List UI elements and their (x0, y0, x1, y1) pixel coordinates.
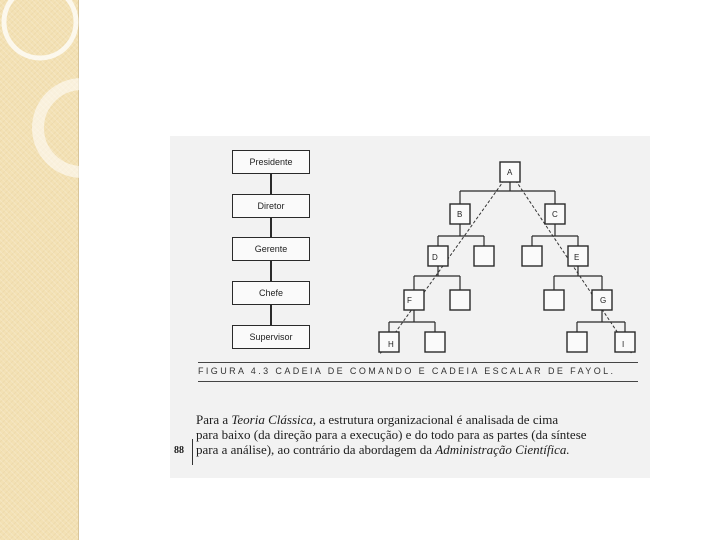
paragraph-line-3: para a análise), ao contrário da abordagem da Administração Científica. (196, 442, 570, 457)
paragraph-line-1: Para a Teoria Clássica, a estrutura organizacional é analisada de cima (196, 412, 559, 427)
tree-connector (414, 266, 460, 290)
tree-label-c: C (552, 210, 558, 219)
tree-node-blank (544, 290, 564, 310)
caption-rule-top (198, 362, 638, 363)
tree-node-blank (522, 246, 542, 266)
tree-node-d (428, 246, 448, 266)
page-number: 88 (174, 445, 184, 456)
scanned-page (170, 136, 650, 478)
figure-caption: FIGURA 4.3 CADEIA DE COMANDO E CADEIA ESCALAR DE FAYOL. (198, 366, 616, 376)
caption-rule-bottom (198, 381, 638, 382)
tree-connector (460, 182, 555, 204)
tree-label-a: A (507, 168, 513, 177)
body-paragraph (196, 412, 656, 457)
tree-label-d: D (432, 253, 438, 262)
tree-connector (389, 310, 435, 332)
page-number-rule (192, 439, 193, 465)
tree-label-f: F (407, 296, 412, 305)
tree-label-g: G (600, 296, 607, 305)
tree-connector (577, 310, 625, 332)
chain-box-gerente: Gerente (232, 237, 310, 261)
tree-node-blank (425, 332, 445, 352)
chain-box-diretor: Diretor (232, 194, 310, 218)
tree-node-blank (450, 290, 470, 310)
tree-connector (532, 224, 578, 246)
tree-label-b: B (457, 210, 463, 219)
tree-node-blank (567, 332, 587, 352)
chain-box-supervisor: Supervisor (232, 325, 310, 349)
tree-node-blank (474, 246, 494, 266)
tree-label-i: I (622, 340, 625, 349)
decorative-circles (0, 0, 110, 200)
tree-label-h: H (388, 340, 394, 349)
scalar-chain-diagram (170, 136, 650, 366)
tree-connector (438, 224, 484, 246)
chain-box-chefe: Chefe (232, 281, 310, 305)
tree-label-e: E (574, 253, 580, 262)
tree-connector (554, 266, 602, 290)
chain-box-presidente: Presidente (232, 150, 310, 174)
tree-node-i (615, 332, 635, 352)
paragraph-line-2: para baixo (da direção para a execução) e do todo para as partes (da síntese (196, 427, 587, 442)
